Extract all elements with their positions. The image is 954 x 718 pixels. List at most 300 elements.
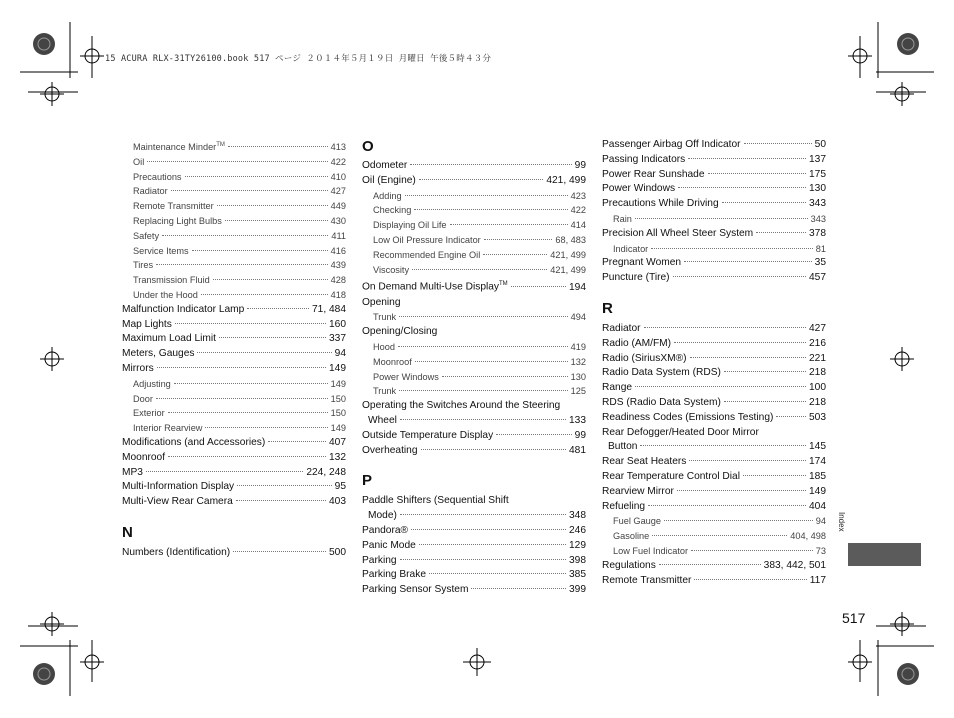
leader-dots bbox=[419, 178, 544, 180]
entry-label bbox=[613, 514, 661, 529]
entry-label-text: Pregnant Women bbox=[602, 257, 682, 269]
page-reference: 422 bbox=[570, 205, 586, 216]
page-reference: 125 bbox=[570, 386, 586, 397]
entry-label-text: Precision All Wheel Steer System bbox=[602, 227, 754, 239]
leader-dots bbox=[496, 433, 571, 435]
page-reference: 427 bbox=[809, 322, 826, 334]
leader-dots bbox=[162, 234, 328, 236]
entry-label-text: Rearview Mirror bbox=[602, 485, 674, 497]
page-reference: 421, 499 bbox=[550, 264, 586, 275]
page-reference: 95 bbox=[334, 481, 346, 493]
page-reference: 403 bbox=[329, 496, 346, 508]
leader-dots bbox=[185, 175, 328, 177]
section-tab bbox=[848, 543, 921, 566]
entry-label bbox=[122, 451, 165, 466]
page-reference: 407 bbox=[329, 437, 346, 448]
leader-dots bbox=[228, 145, 328, 147]
leader-dots bbox=[213, 278, 328, 280]
entry-label-text: Multi-View Rear Camera bbox=[122, 496, 233, 508]
index-entry bbox=[122, 303, 346, 318]
page-reference: 137 bbox=[809, 153, 826, 165]
index-entry bbox=[602, 227, 826, 242]
entry-label bbox=[122, 332, 216, 347]
index-entry bbox=[122, 332, 346, 347]
leader-dots bbox=[635, 217, 808, 219]
leader-dots bbox=[674, 341, 806, 343]
entry-label-text: Rear Seat Heaters bbox=[602, 456, 687, 468]
leader-dots bbox=[744, 142, 812, 144]
entry-label bbox=[608, 440, 637, 455]
leader-dots bbox=[450, 223, 568, 225]
entry-label bbox=[602, 559, 656, 574]
index-letter-heading: R bbox=[602, 299, 613, 317]
page-reference: 160 bbox=[329, 318, 346, 330]
page-reference: 413 bbox=[330, 142, 346, 153]
leader-dots bbox=[684, 260, 812, 262]
index-subentry bbox=[122, 214, 346, 229]
index-column-1 bbox=[122, 138, 346, 561]
page-reference: 457 bbox=[809, 272, 826, 284]
entry-label-text: Gasoline bbox=[613, 531, 650, 542]
index-entry bbox=[602, 559, 826, 574]
entry-label-text: Tires bbox=[133, 260, 154, 271]
index-entry bbox=[362, 509, 586, 524]
entry-label bbox=[133, 377, 171, 392]
index-subentry bbox=[122, 184, 346, 199]
index-subentry bbox=[122, 199, 346, 214]
entry-label-text: Trunk bbox=[373, 386, 397, 397]
entry-label bbox=[133, 392, 153, 407]
entry-label bbox=[373, 355, 412, 370]
index-entry bbox=[122, 451, 346, 466]
page-reference: 68, 483 bbox=[555, 234, 586, 245]
leader-dots bbox=[635, 385, 806, 387]
page-reference: 224, 248 bbox=[306, 466, 346, 478]
page-reference: 414 bbox=[570, 220, 586, 231]
leader-dots bbox=[722, 201, 806, 203]
entry-label-text: Oil (Engine) bbox=[362, 174, 416, 186]
page-reference: 385 bbox=[569, 569, 586, 581]
index-entry bbox=[602, 440, 826, 455]
leader-dots bbox=[156, 263, 328, 265]
page-reference: 175 bbox=[809, 168, 826, 180]
index-entry bbox=[122, 466, 346, 481]
entry-label-text: Remote Transmitter bbox=[602, 574, 692, 586]
index-entry bbox=[122, 480, 346, 495]
entry-label bbox=[362, 524, 408, 539]
leader-dots bbox=[648, 504, 806, 506]
leader-dots bbox=[652, 534, 787, 536]
section-tab-label: Index bbox=[837, 512, 846, 532]
entry-label-text: On Demand Multi-Use Display bbox=[362, 281, 500, 293]
leader-dots bbox=[691, 549, 813, 551]
leader-dots bbox=[756, 231, 806, 233]
entry-label bbox=[373, 248, 480, 263]
page-reference: 185 bbox=[809, 470, 826, 482]
index-entry bbox=[602, 256, 826, 271]
leader-dots bbox=[724, 400, 806, 402]
entry-label bbox=[602, 256, 681, 271]
index-entry bbox=[602, 168, 826, 183]
index-entry bbox=[602, 182, 826, 197]
entry-label-text: Map Lights bbox=[122, 318, 172, 330]
entry-label-text: Panic Mode bbox=[362, 539, 416, 551]
index-entry bbox=[362, 325, 586, 340]
entry-label bbox=[602, 197, 719, 212]
entry-label bbox=[122, 362, 154, 377]
entry-label-text: Precautions bbox=[133, 171, 182, 182]
index-entry bbox=[602, 411, 826, 426]
page-reference: 150 bbox=[330, 393, 346, 404]
entry-label bbox=[602, 182, 675, 197]
entry-label bbox=[362, 568, 426, 583]
entry-label bbox=[362, 296, 401, 311]
entry-label bbox=[373, 218, 447, 233]
index-entry bbox=[362, 277, 586, 295]
entry-label bbox=[602, 138, 741, 153]
page-reference: 246 bbox=[569, 524, 586, 536]
page-reference: 129 bbox=[569, 539, 586, 551]
entry-label bbox=[133, 229, 159, 244]
index-subentry bbox=[122, 392, 346, 407]
entry-label-text: Parking Sensor System bbox=[362, 584, 469, 596]
leader-dots bbox=[414, 208, 567, 210]
index-subentry bbox=[122, 288, 346, 303]
trademark-superscript: TM bbox=[216, 142, 225, 148]
entry-label-text: Mode) bbox=[368, 510, 397, 522]
entry-label-text: Trunk bbox=[373, 312, 397, 323]
leader-dots bbox=[419, 543, 566, 545]
entry-label-text: Overheating bbox=[362, 444, 418, 456]
page-reference: 174 bbox=[809, 456, 826, 468]
entry-label-text: Low Oil Pressure Indicator bbox=[373, 234, 481, 245]
index-entry bbox=[602, 426, 826, 441]
entry-label-text: Opening/Closing bbox=[362, 326, 438, 338]
entry-label bbox=[602, 426, 759, 441]
entry-label-text: Parking Brake bbox=[362, 569, 426, 581]
entry-label-text: Checking bbox=[373, 205, 412, 216]
page-reference: 145 bbox=[809, 441, 826, 453]
index-entry bbox=[362, 494, 586, 509]
leader-dots bbox=[776, 415, 806, 417]
entry-label bbox=[133, 244, 189, 259]
index-entry bbox=[122, 495, 346, 510]
leader-dots bbox=[236, 499, 326, 501]
index-entry bbox=[362, 429, 586, 444]
page-reference: 130 bbox=[809, 183, 826, 195]
page-reference: 439 bbox=[330, 260, 346, 271]
page-reference: 423 bbox=[570, 190, 586, 201]
page-reference: 94 bbox=[815, 516, 826, 527]
index-subentry bbox=[122, 406, 346, 421]
leader-dots bbox=[673, 275, 806, 277]
entry-label bbox=[122, 318, 172, 333]
entry-label bbox=[373, 203, 411, 218]
page-reference: 117 bbox=[809, 574, 826, 586]
page-reference: 428 bbox=[330, 275, 346, 286]
index-subentry bbox=[362, 355, 586, 370]
index-letter-heading: N bbox=[122, 523, 133, 541]
index-subentry bbox=[122, 377, 346, 392]
entry-label bbox=[362, 325, 437, 340]
index-entry bbox=[602, 485, 826, 500]
leader-dots bbox=[405, 194, 568, 196]
entry-label-text: Malfunction Indicator Lamp bbox=[122, 303, 245, 315]
entry-label-text: Transmission Fluid bbox=[133, 275, 210, 286]
entry-label bbox=[613, 529, 649, 544]
entry-label bbox=[362, 554, 397, 569]
leader-dots bbox=[237, 484, 332, 486]
entry-label-text: Viscosity bbox=[373, 264, 410, 275]
leader-dots bbox=[677, 489, 806, 491]
index-subentry bbox=[602, 212, 826, 227]
entry-label-text: Fuel Gauge bbox=[613, 516, 662, 527]
trademark-superscript: TM bbox=[499, 281, 508, 288]
leader-dots bbox=[168, 411, 328, 413]
page-reference: 99 bbox=[574, 160, 586, 171]
page-reference: 348 bbox=[569, 510, 586, 522]
index-subentry bbox=[122, 229, 346, 244]
entry-label bbox=[362, 159, 407, 174]
index-entry bbox=[602, 366, 826, 381]
leader-dots bbox=[421, 448, 567, 450]
entry-label bbox=[602, 153, 685, 168]
index-subentry bbox=[602, 242, 826, 257]
entry-label bbox=[362, 583, 468, 598]
leader-dots bbox=[197, 351, 331, 353]
entry-label-text: MP3 bbox=[122, 466, 143, 478]
entry-label-text: Rain bbox=[613, 213, 632, 224]
page-reference: 421, 499 bbox=[546, 174, 586, 186]
entry-label-text: Operating the Switches Around the Steering bbox=[362, 400, 561, 412]
entry-label bbox=[602, 381, 632, 396]
page-reference: 411 bbox=[331, 230, 346, 241]
entry-label-text: Wheel bbox=[368, 414, 397, 426]
entry-label-text: Multi-Information Display bbox=[122, 481, 235, 493]
entry-label-text: Power Rear Sunshade bbox=[602, 168, 705, 180]
page-reference: 132 bbox=[570, 356, 586, 367]
entry-label-text: Radiator bbox=[133, 186, 168, 197]
entry-label-text: Readiness Codes (Emissions Testing) bbox=[602, 411, 774, 423]
entry-label-text: Refueling bbox=[602, 500, 646, 512]
leader-dots bbox=[484, 238, 553, 240]
entry-label-text: Adding bbox=[373, 190, 402, 201]
page-reference: 149 bbox=[330, 423, 346, 434]
page-reference: 149 bbox=[330, 378, 346, 389]
index-subentry bbox=[362, 310, 586, 325]
entry-label bbox=[373, 233, 481, 248]
page-reference: 71, 484 bbox=[312, 303, 346, 315]
entry-label bbox=[602, 366, 721, 381]
entry-label bbox=[373, 189, 402, 204]
index-entry bbox=[602, 138, 826, 153]
page-reference: 194 bbox=[569, 281, 586, 293]
leader-dots bbox=[201, 293, 328, 295]
index-entry bbox=[122, 546, 346, 561]
index-entry bbox=[362, 524, 586, 539]
index-subentry bbox=[362, 233, 586, 248]
leader-dots bbox=[225, 219, 328, 221]
entry-label bbox=[133, 273, 210, 288]
page-reference: 404, 498 bbox=[790, 531, 826, 542]
entry-label bbox=[602, 337, 671, 352]
leader-dots bbox=[205, 426, 327, 428]
leader-dots bbox=[429, 572, 566, 574]
entry-label bbox=[133, 214, 222, 229]
entry-label bbox=[133, 170, 182, 185]
leader-dots bbox=[233, 550, 326, 552]
index-letter-heading: O bbox=[362, 138, 374, 155]
index-letter-heading: P bbox=[362, 472, 373, 490]
index-entry bbox=[602, 500, 826, 515]
page-reference: 398 bbox=[569, 554, 586, 566]
page-reference: 481 bbox=[569, 444, 586, 456]
entry-label-text: Opening bbox=[362, 296, 401, 308]
index-entry bbox=[362, 159, 586, 174]
leader-dots bbox=[688, 157, 806, 159]
leader-dots bbox=[168, 455, 326, 457]
index-entry bbox=[362, 174, 586, 189]
page-reference: 404 bbox=[809, 500, 826, 512]
entry-label-text: Door bbox=[133, 393, 153, 404]
page-reference: 421, 499 bbox=[550, 249, 586, 260]
entry-label bbox=[602, 470, 740, 485]
entry-label bbox=[373, 384, 396, 399]
page-reference: 99 bbox=[574, 429, 586, 441]
index-subentry bbox=[122, 273, 346, 288]
entry-label bbox=[122, 546, 230, 561]
leader-dots bbox=[156, 397, 328, 399]
page-reference: 50 bbox=[814, 139, 826, 150]
index-subentry bbox=[122, 421, 346, 436]
leader-dots bbox=[471, 587, 566, 589]
page-reference: 343 bbox=[809, 198, 826, 210]
page-reference: 399 bbox=[569, 584, 586, 596]
page-reference: 410 bbox=[330, 171, 346, 182]
entry-label bbox=[602, 574, 691, 589]
entry-label-text: Indicator bbox=[613, 243, 649, 254]
index-entry bbox=[122, 318, 346, 333]
entry-label bbox=[368, 509, 397, 524]
entry-label-text: Power Windows bbox=[373, 371, 439, 382]
index-subentry bbox=[122, 170, 346, 185]
index-entry bbox=[602, 470, 826, 485]
page-reference: 218 bbox=[809, 396, 826, 408]
entry-label bbox=[602, 227, 753, 242]
entry-label bbox=[122, 466, 143, 481]
entry-label bbox=[602, 455, 686, 470]
leader-dots bbox=[192, 249, 328, 251]
leader-dots bbox=[483, 253, 547, 255]
entry-label bbox=[613, 242, 648, 257]
entry-label-text: Maintenance Minder bbox=[133, 142, 217, 153]
leader-dots bbox=[640, 444, 806, 446]
leader-dots bbox=[410, 163, 571, 165]
index-entry bbox=[602, 574, 826, 589]
page-reference: 35 bbox=[814, 257, 826, 269]
page-reference: 73 bbox=[815, 545, 826, 556]
entry-label-text: Replacing Light Bulbs bbox=[133, 216, 222, 227]
entry-label-text: Interior Rearview bbox=[133, 423, 203, 434]
entry-label bbox=[362, 539, 416, 554]
page-reference: 94 bbox=[334, 348, 346, 360]
page-reference: 422 bbox=[330, 156, 346, 167]
index-subentry bbox=[122, 244, 346, 259]
leader-dots bbox=[651, 247, 813, 249]
index-subentry bbox=[362, 370, 586, 385]
index-subentry bbox=[362, 218, 586, 233]
index-entry bbox=[602, 381, 826, 396]
entry-label-text: Under the Hood bbox=[133, 290, 198, 301]
page-reference: 132 bbox=[329, 451, 346, 463]
entry-label bbox=[373, 370, 439, 385]
leader-dots bbox=[415, 360, 568, 362]
index-subentry bbox=[362, 384, 586, 399]
index-subentry bbox=[122, 138, 346, 155]
entry-label-text: Moonroof bbox=[122, 451, 166, 463]
entry-label-text: Range bbox=[602, 382, 633, 394]
leader-dots bbox=[219, 336, 326, 338]
leader-dots bbox=[694, 578, 806, 580]
entry-label bbox=[133, 138, 225, 155]
leader-dots bbox=[398, 345, 568, 347]
index-subentry bbox=[362, 248, 586, 263]
entry-label bbox=[602, 168, 705, 183]
leader-dots bbox=[412, 268, 547, 270]
page-reference: 494 bbox=[570, 312, 586, 323]
index-entry bbox=[602, 337, 826, 352]
entry-label-text: Radio Data System (RDS) bbox=[602, 367, 721, 379]
leader-dots bbox=[146, 470, 303, 472]
page-reference: 500 bbox=[329, 546, 346, 558]
entry-label-text: Remote Transmitter bbox=[133, 201, 214, 212]
entry-label bbox=[373, 263, 409, 278]
entry-label-text: Radio (AM/FM) bbox=[602, 337, 672, 349]
index-entry bbox=[602, 352, 826, 367]
index-entry bbox=[602, 322, 826, 337]
entry-label bbox=[133, 155, 144, 170]
leader-dots bbox=[147, 160, 327, 162]
page-reference: 130 bbox=[570, 371, 586, 382]
entry-label bbox=[133, 421, 202, 436]
index-subentry bbox=[362, 189, 586, 204]
entry-label bbox=[373, 340, 395, 355]
entry-label-text: Parking bbox=[362, 554, 397, 566]
entry-label bbox=[602, 411, 773, 426]
index-entry bbox=[602, 197, 826, 212]
index-entry bbox=[362, 444, 586, 459]
entry-label bbox=[122, 480, 234, 495]
entry-label bbox=[362, 399, 560, 414]
entry-label-text: Rear Defogger/Heated Door Mirror bbox=[602, 426, 759, 438]
index-column-3 bbox=[602, 138, 826, 588]
leader-dots bbox=[511, 285, 566, 287]
entry-label bbox=[602, 271, 670, 286]
leader-dots bbox=[690, 356, 807, 358]
index-subentry bbox=[362, 263, 586, 278]
index-subentry bbox=[602, 544, 826, 559]
index-column-2 bbox=[362, 138, 586, 598]
entry-label-text: Pandora® bbox=[362, 524, 409, 536]
page-reference: 221 bbox=[809, 352, 826, 364]
leader-dots bbox=[399, 315, 568, 317]
entry-label-text: Precautions While Driving bbox=[602, 198, 719, 210]
entry-label-text: Button bbox=[608, 441, 638, 453]
leader-dots bbox=[399, 389, 568, 391]
leader-dots bbox=[743, 474, 806, 476]
index-entry bbox=[602, 455, 826, 470]
entry-label bbox=[133, 288, 198, 303]
